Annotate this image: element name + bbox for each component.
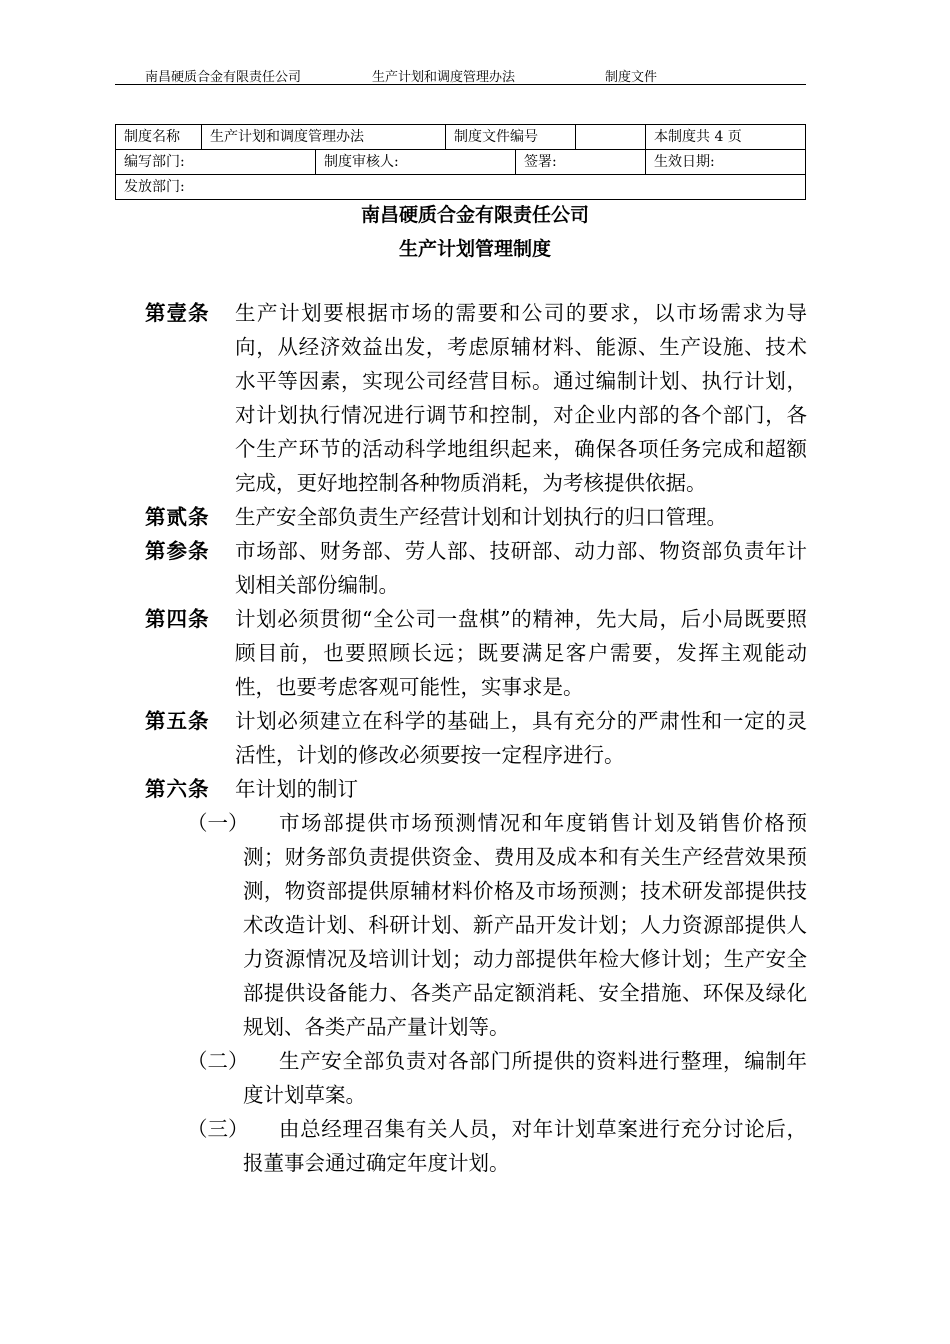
article — [145, 296, 807, 500]
sub-item — [145, 806, 807, 1044]
effective-label: 生效日期: — [646, 150, 806, 175]
page-header — [115, 64, 806, 85]
article-label: 第六条 — [145, 777, 210, 801]
article — [145, 704, 807, 772]
header-doc-type: 制度文件 — [605, 70, 658, 85]
article-text: 年计划的制订 — [235, 777, 358, 801]
article — [145, 534, 807, 602]
article — [145, 772, 807, 806]
article-label: 第五条 — [145, 709, 210, 733]
header-company: 南昌硬质合金有限责任公司 — [145, 70, 302, 85]
header-doc-name: 生产计划和调度管理办法 — [372, 70, 516, 85]
article-text: 生产安全部负责生产经营计划和计划执行的归口管理。 — [235, 505, 727, 529]
meta-row — [116, 150, 806, 175]
article — [145, 602, 807, 704]
article — [145, 500, 807, 534]
article-label: 第贰条 — [145, 505, 210, 529]
article-text: 计划必须贯彻“全公司一盘棋”的精神，先大局，后小局既要照顾目前，也要照顾长远；既要满足客户需要，发挥主观能动性，也要考虑客观可能性，实事求是。 — [235, 607, 807, 699]
issue-label: 发放部门: — [116, 175, 806, 200]
article-text: 生产计划要根据市场的需要和公司的要求，以市场需求为导向，从经济效益出发，考虑原辅材料、能源、生产设施、技术水平等因素，实现公司经营目标。通过编制计划、执行计划，对计划执行情况进行调节和控制，对企业内部的各个部门，各个生产环节的活动科学地组织起来，确保各项任务完成和超额完成，更好地控制各种物质消耗，为考核提供依据。 — [235, 301, 807, 495]
sub-item — [145, 1112, 807, 1180]
meta-row — [116, 125, 806, 150]
name-label: 制度名称 — [116, 125, 202, 150]
sub-item-label: （三） — [187, 1117, 249, 1141]
sub-item-text: 市场部提供市场预测情况和年度销售计划及销售价格预测；财务部负责提供资金、费用及成本和有关生产经营效果预测，物资部提供原辅材料价格及市场预测；技术研发部提供技术改造计划、科研计划、新产品开发计划；人力资源部提供人力资源情况及培训计划；动力部提供年检大修计划；生产安全部提供设备能力、各类产品定额消耗、安全措施、环保及绿化规划、各类产品产量计划等。 — [243, 811, 807, 1039]
article-label: 第四条 — [145, 607, 210, 631]
document-title: 生产计划管理制度 — [398, 238, 551, 260]
article-text: 市场部、财务部、劳人部、技研部、动力部、物资部负责年计划相关部份编制。 — [235, 539, 807, 597]
sub-item — [145, 1044, 807, 1112]
article-text: 计划必须建立在科学的基础上，具有充分的严肃性和一定的灵活性，计划的修改必须要按一定程序进行。 — [235, 709, 807, 767]
name-value: 生产计划和调度管理办法 — [202, 125, 446, 150]
document-body — [145, 296, 807, 1180]
company-title: 南昌硬质合金有限责任公司 — [360, 204, 589, 226]
article-label: 第壹条 — [145, 301, 210, 325]
sub-item-text: 生产安全部负责对各部门所提供的资料进行整理，编制年度计划草案。 — [243, 1049, 807, 1107]
number-value — [576, 125, 646, 150]
number-label: 制度文件编号 — [446, 125, 576, 150]
meta-row — [116, 175, 806, 200]
article-label: 第参条 — [145, 539, 210, 563]
sub-item-label: （一） — [187, 811, 249, 835]
sign-label: 签署: — [516, 150, 646, 175]
page-count: 本制度共 4 页 — [646, 125, 806, 150]
reviewer-label: 制度审核人: — [316, 150, 516, 175]
sub-item-text: 由总经理召集有关人员，对年计划草案进行充分讨论后，报董事会通过确定年度计划。 — [243, 1117, 807, 1175]
document-meta-table — [115, 124, 806, 200]
dept-label: 编写部门: — [116, 150, 316, 175]
sub-item-label: （二） — [187, 1049, 249, 1073]
